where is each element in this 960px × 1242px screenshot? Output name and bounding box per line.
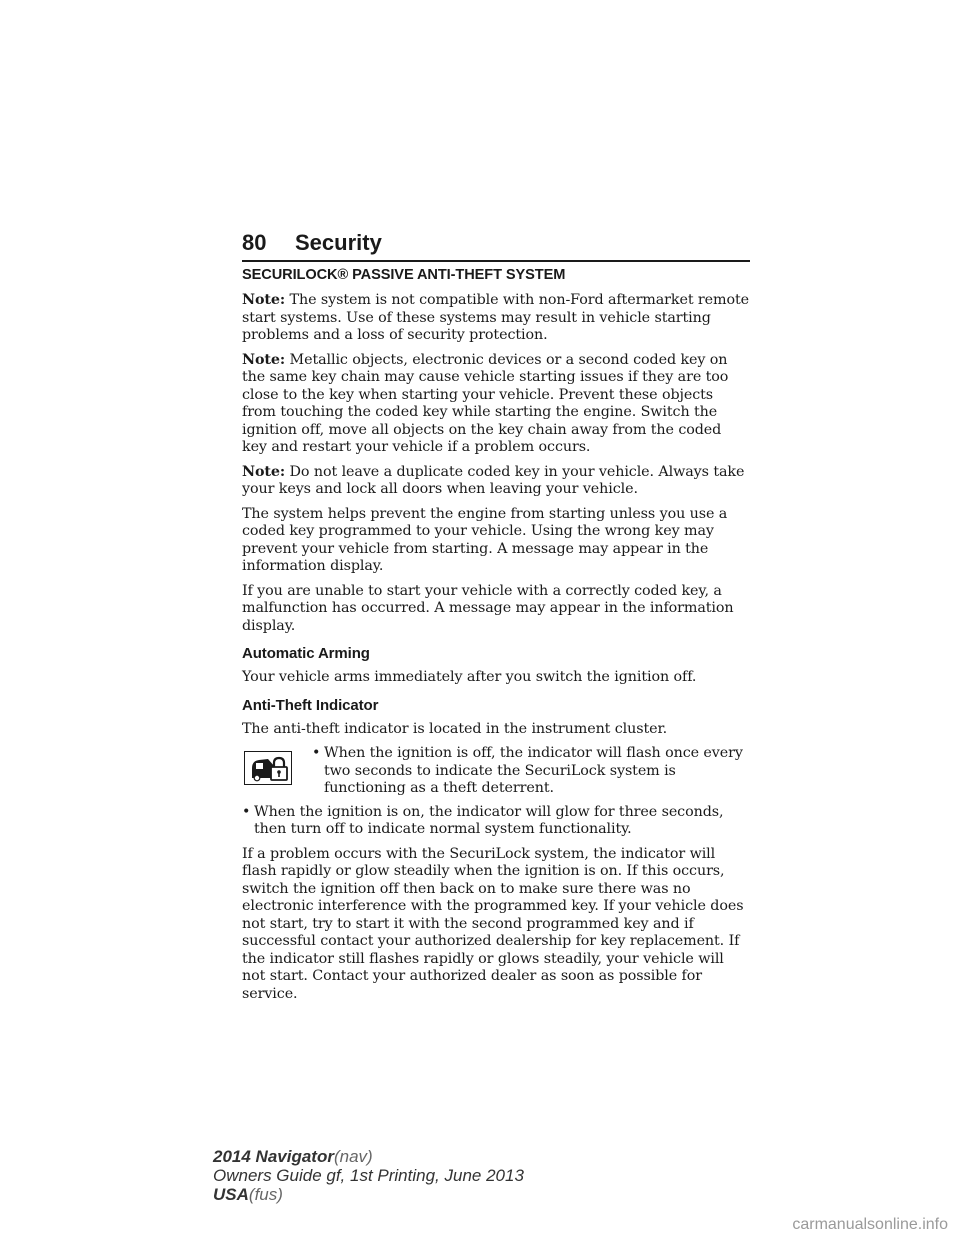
footer-market: USA [213,1185,249,1204]
main-heading: SECURILOCK® PASSIVE ANTI-THEFT SYSTEM [242,267,566,283]
anti-theft-indicator-heading: Anti-Theft Indicator [242,696,379,714]
body-paragraph: The system helps prevent the engine from starting unless you use a coded key programmed to your vehicle. Using the wrong key may prevent your vehicle from starting. A message may appear in the information display. [242,505,728,574]
note-text: Metallic objects, electronic devices or a second coded key on the same key chain may cause vehicle starting issues if they are too close to the key when starting your vehicle. Prevent these objects from touching the coded key while starting the engine. Switch the ignition off, move all objects on the key chain away from the coded key and restart your vehicle if a problem occurs. [242,351,729,455]
bullet-mark: • [242,803,251,820]
bullet-text: When the ignition is on, the indicator will glow for three seconds, then turn off to indicate normal system functionality. [254,803,724,837]
footer-model: 2014 Navigator [213,1147,334,1166]
list-item [312,745,750,798]
automatic-arming-text: Your vehicle arms immediately after you switch the ignition off. [242,669,697,685]
list-item [242,804,750,839]
section-title: Security [295,230,382,255]
bullet-text: When the ignition is off, the indicator will flash once every two seconds to indicate the SecuriLock system is functioning as a theft deterrent. [324,745,743,796]
note-paragraph [242,352,750,457]
note-label: Note: [242,351,286,368]
watermark-link[interactable]: carmanualsonline.info [792,1216,948,1233]
anti-theft-indicator-intro: The anti-theft indicator is located in the instrument cluster. [242,720,668,737]
footer-market-code: (fus) [248,1185,283,1204]
page-footer [213,1147,524,1204]
footer-line-3 [213,1185,524,1204]
note-label: Note: [242,463,286,480]
note-label: Note: [242,292,286,308]
page-number: 80 [242,230,267,255]
note-text: The system is not compatible with non-Ford aftermarket remote start systems. Use of these systems may result in vehicle starting problems and a loss of security protection. [242,292,749,343]
body-paragraph: If you are unable to start your vehicle with a correctly coded key, a malfunction has occurred. A message may appear in the information display. [242,582,734,634]
footer-model-code: (nav) [333,1147,373,1166]
footer-line-2: Owners Guide gf, 1st Printing, June 2013 [213,1166,524,1185]
closing-paragraph: If a problem occurs with the SecuriLock system, the indicator will flash rapidly or glow steadily when the ignition is on. If this occurs, switch the ignition off then back on to make sure there was no electronic interference with the programmed key. If your vehicle does not start, try to start it with the second programmed key and if successful contact your authorized dealership for key replacement. If the indicator still flashes rapidly or glows steadily, your vehicle will not start. Contact your authorized dealer as soon as possible for service. [242,845,744,1002]
page-header [242,228,750,262]
note-text: Do not leave a duplicate coded key in your vehicle. Always take your keys and lock all doors when leaving your vehicle. [242,463,745,497]
page-content [242,266,750,1010]
indicator-block [242,745,750,798]
note-paragraph [242,292,750,345]
bullet-mark: • [312,745,321,761]
automatic-arming-heading: Automatic Arming [242,645,370,662]
vehicle-lock-icon [244,751,292,785]
footer-line-1 [213,1147,524,1166]
note-paragraph [242,464,750,499]
